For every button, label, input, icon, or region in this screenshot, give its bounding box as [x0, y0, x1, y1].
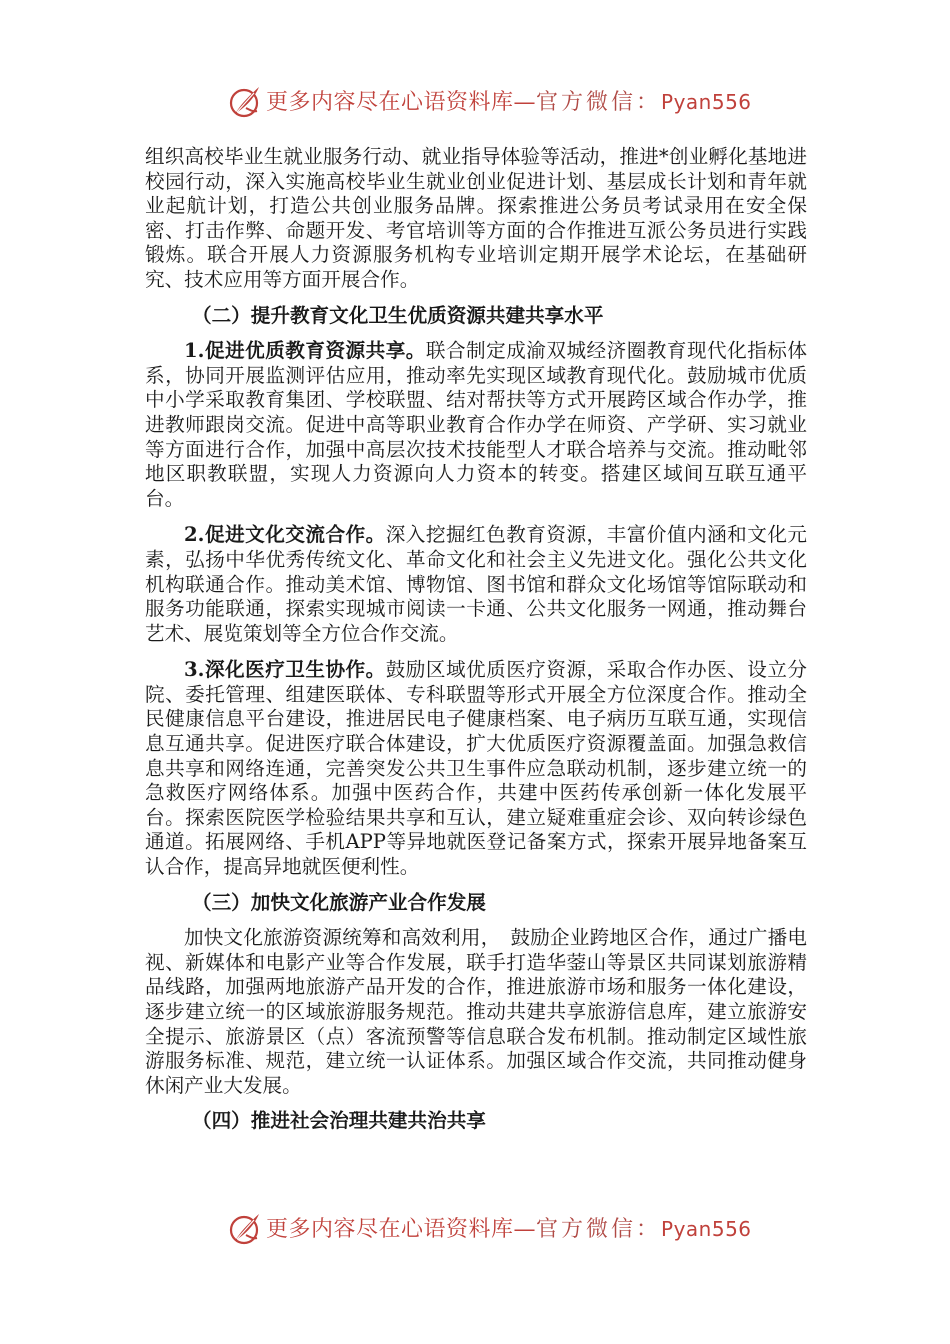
feather-pen-logo-icon	[227, 84, 263, 120]
banner-separator: —	[513, 1217, 537, 1242]
item-text-culture: 深入挖掘红色教育资源，丰富价值内涵和文化元素，弘扬中华优秀传统文化、革命文化和社会主义先进文化。强化公共文化机构联通合作。推动美术馆、博物馆、图书馆和群众文化场馆等馆际联动和服务功能联通，探索实现城市阅读一卡通、公共文化服务一网通，推动舞台艺术、展览策划等全方位合作交流。	[145, 523, 807, 645]
banner-separator: —	[513, 90, 537, 115]
item-text-health: 鼓励区域优质医疗资源，采取合作办医、设立分院、委托管理、组建医联体、专科联盟等形式开展全方位深度合作。推动全民健康信息平台建设，推进居民电子健康档案、电子病历互联互通，实现信息互通共享。促进医疗联合体建设，扩大优质医疗资源覆盖面。加强急救信息共享和网络连通，完善突发公共卫生事件应急联动机制，逐步建立统一的急救医疗网络体系。加强中医药合作，共建中医药传承创新一体化发展平台。探索医院医学检验结果共享和互认，建立疑难重症会诊、双向转诊绿色通道。拓展网络、手机APP等异地就医登记备案方式，探索开展异地备案互认合作，提高异地就医便利性。	[145, 658, 807, 879]
item-lead-education: 1.促进优质教育资源共享。	[184, 339, 426, 363]
item-text-education: 联合制定成渝双城经济圈教育现代化指标体系，协同开展监测评估应用，推动率先实现区域教育现代化。鼓励城市优质中小学采取教育集团、学校联盟、结对帮扶等方式开展跨区域合作办学，推进教师跟岗交流。促进中高等职业教育合作办学在师资、产学研、实习就业等方面进行合作，加强中高层次技术技能型人才联合培养与交流。推动毗邻地区职教联盟，实现人力资源向人力资本的转变。搭建区域间互联互通平台。	[145, 339, 807, 510]
banner-wechat-label: 官方微信：	[536, 90, 662, 115]
item-lead-culture: 2.促进文化交流合作。	[184, 523, 386, 547]
banner-account: Pyan556	[661, 90, 752, 114]
banner-account: Pyan556	[661, 1217, 752, 1241]
banner-text	[266, 1213, 752, 1246]
paragraph-culture	[145, 523, 807, 646]
footer-banner	[0, 1209, 950, 1253]
document-body	[145, 145, 807, 1145]
paragraph-employment: 组织高校毕业生就业服务行动、就业指导体验等活动，推进*创业孵化基地进校园行动，深入实施高校毕业生就业创业促进计划、基层成长计划和青年就业起航计划，打造公共创业服务品牌。探索推进公务员考试录用在安全保密、打击作弊、命题开发、考官培训等方面的合作推进互派公务员进行实践锻炼。联合开展人力资源服务机构专业培训定期开展学术论坛，在基础研究、技术应用等方面开展合作。	[145, 145, 807, 291]
section-heading-3: （三）加快文化旅游产业合作发展	[192, 890, 486, 914]
paragraph-health	[145, 658, 807, 879]
banner-prefix: 更多内容尽在心语资料库	[266, 90, 514, 115]
item-lead-health: 3.深化医疗卫生协作。	[184, 658, 386, 682]
banner-prefix: 更多内容尽在心语资料库	[266, 1217, 514, 1242]
paragraph-education	[145, 339, 807, 511]
paragraph-tourism: 加快文化旅游资源统筹和高效利用， 鼓励企业跨地区合作，通过广播电视、新媒体和电影产业等合作发展，联手打造华蓥山等景区共同谋划旅游精品线路，加强两地旅游产品开发的合作，推进旅游市场和服务一体化建设，逐步建立统一的区域旅游服务规范。推动共建共享旅游信息库，建立旅游安全提示、旅游景区（点）客流预警等信息联合发布机制。推动制定区域性旅游服务标准、规范，建立统一认证体系。加强区域合作交流，共同推动健身休闲产业大发展。	[145, 926, 807, 1097]
section-heading-4: （四）推进社会治理共建共治共享	[192, 1109, 486, 1133]
header-banner	[0, 82, 950, 126]
banner-text	[266, 86, 752, 119]
section-heading-2: （二）提升教育文化卫生优质资源共建共享水平	[192, 303, 604, 327]
feather-pen-logo-icon	[227, 1211, 263, 1247]
banner-wechat-label: 官方微信：	[536, 1217, 662, 1242]
